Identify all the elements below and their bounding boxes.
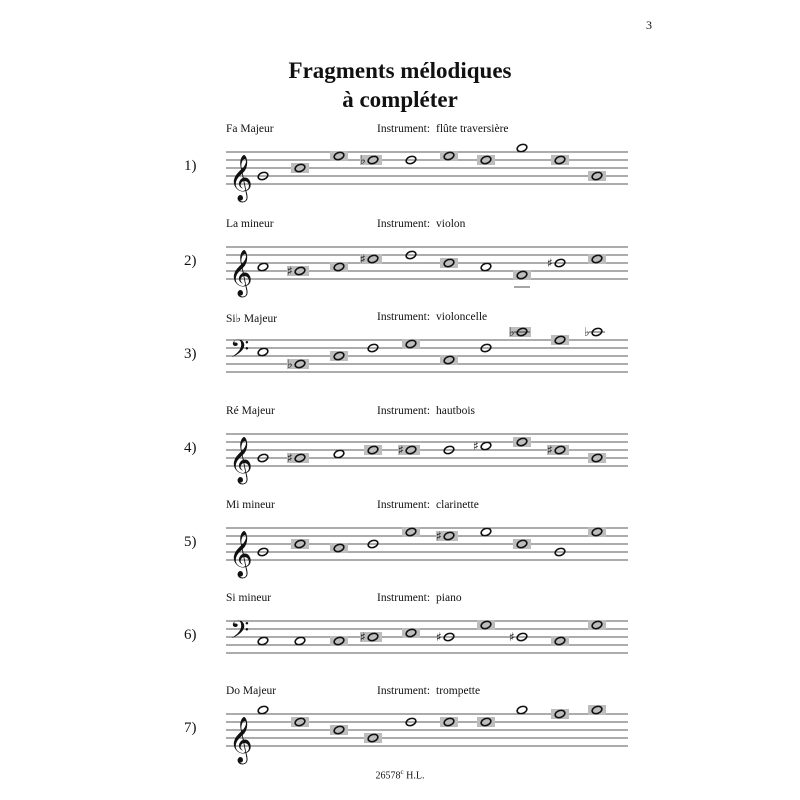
footer-suffix: H.L.	[403, 770, 425, 782]
footer-code: 26578	[375, 770, 401, 782]
note	[440, 258, 458, 268]
music-staff	[0, 218, 800, 313]
music-staff	[0, 311, 800, 406]
whole-note-icon	[516, 143, 528, 153]
note	[291, 539, 309, 549]
note	[294, 636, 306, 646]
note	[513, 539, 531, 549]
music-staff	[0, 685, 800, 780]
key-label: Do Majeur	[226, 685, 277, 697]
note	[509, 325, 531, 339]
instrument-name: clarinette	[436, 499, 479, 511]
note	[333, 449, 345, 459]
bass-clef-icon: 𝄢	[230, 335, 250, 370]
note	[480, 527, 492, 537]
note	[477, 620, 495, 630]
note	[551, 709, 569, 719]
note	[257, 705, 269, 715]
sharp-icon: ♯	[436, 529, 442, 543]
note	[402, 339, 420, 349]
music-staff	[0, 499, 800, 594]
note	[330, 351, 348, 361]
exercise-7	[0, 685, 800, 780]
instrument-prefix: Instrument:	[377, 405, 431, 417]
note	[477, 155, 495, 165]
exercise-number: 3)	[184, 346, 197, 362]
note	[330, 725, 348, 735]
sharp-icon: ♯	[547, 443, 553, 457]
key-label: Ré Majeur	[226, 405, 275, 417]
exercise-number: 1)	[184, 158, 197, 174]
sharp-icon: ♯	[287, 451, 293, 465]
exercise-number: 6)	[184, 627, 197, 643]
note	[287, 451, 309, 465]
music-staff	[0, 592, 800, 687]
music-staff	[0, 405, 800, 500]
treble-clef-icon: 𝄞	[229, 437, 253, 483]
note	[360, 252, 382, 266]
instrument-name: trompette	[436, 685, 481, 697]
whole-note-icon	[480, 262, 492, 272]
sharp-icon: ♯	[547, 256, 553, 270]
exercise-1	[0, 123, 800, 218]
note	[402, 527, 420, 537]
note	[588, 527, 606, 537]
sharp-icon: ♯	[473, 439, 479, 453]
title-line-1: Fragments mélodiques	[288, 58, 512, 83]
sharp-icon: ♯	[287, 264, 293, 278]
flat-icon: ♭	[287, 357, 293, 371]
note	[291, 163, 309, 173]
sharp-icon: ♯	[509, 630, 515, 644]
note	[477, 717, 495, 727]
page-title	[0, 56, 800, 114]
key-label: Si mineur	[226, 592, 272, 604]
key-label: Si♭ Majeur	[226, 313, 278, 325]
whole-note-icon	[257, 636, 269, 646]
note	[330, 262, 348, 272]
title-line-2: à compléter	[342, 87, 458, 112]
instrument-prefix: Instrument:	[377, 499, 431, 511]
instrument-prefix: Instrument:	[377, 592, 431, 604]
key-label: Fa Majeur	[226, 123, 274, 135]
flat-icon: ♭	[509, 325, 515, 339]
whole-note-icon	[257, 262, 269, 272]
instrument-prefix: Instrument:	[377, 123, 431, 135]
instrument-prefix: Instrument:	[377, 685, 431, 697]
note	[330, 151, 348, 161]
note	[330, 636, 348, 646]
note	[588, 254, 606, 264]
page-number: 3	[646, 18, 652, 32]
note	[551, 636, 569, 646]
bass-clef-icon: 𝄢	[230, 616, 250, 651]
instrument-prefix: Instrument:	[377, 311, 431, 323]
note	[398, 443, 420, 457]
flat-icon: ♭	[360, 153, 366, 167]
key-label: La mineur	[226, 218, 274, 230]
note	[257, 636, 269, 646]
note	[588, 453, 606, 463]
note	[473, 439, 492, 453]
note	[513, 270, 531, 287]
whole-note-icon	[480, 527, 492, 537]
note	[551, 155, 569, 165]
note	[287, 264, 309, 278]
instrument-name: piano	[436, 592, 462, 604]
treble-clef-icon: 𝄞	[229, 250, 253, 296]
note	[440, 717, 458, 727]
exercise-4	[0, 405, 800, 500]
note	[257, 262, 269, 272]
note	[436, 529, 458, 543]
whole-note-icon	[294, 636, 306, 646]
note	[588, 171, 606, 181]
music-staff	[0, 123, 800, 218]
note	[364, 733, 382, 743]
note	[440, 151, 458, 161]
note	[588, 705, 606, 715]
note	[402, 628, 420, 638]
whole-note-icon	[257, 705, 269, 715]
note	[516, 143, 528, 153]
note	[513, 437, 531, 447]
note	[551, 335, 569, 345]
exercise-number: 7)	[184, 720, 197, 736]
note	[547, 443, 569, 457]
key-label: Mi mineur	[226, 499, 275, 511]
whole-note-icon	[257, 347, 269, 357]
footer: 26578$^c$ H.L.	[375, 768, 425, 782]
treble-clef-icon: 𝄞	[229, 717, 253, 763]
exercise-number: 4)	[184, 440, 197, 456]
flat-icon: ♭	[584, 325, 590, 339]
note	[360, 630, 382, 644]
whole-note-icon	[333, 449, 345, 459]
treble-clef-icon: 𝄞	[229, 531, 253, 577]
sharp-icon: ♯	[436, 630, 442, 644]
note	[330, 543, 348, 553]
instrument-name: violoncelle	[436, 311, 488, 323]
exercise-5	[0, 499, 800, 594]
instrument-name: violon	[436, 218, 466, 230]
note	[257, 347, 269, 357]
note	[584, 325, 605, 339]
note	[588, 620, 606, 630]
note	[291, 717, 309, 727]
treble-clef-icon: 𝄞	[229, 155, 253, 201]
exercise-6	[0, 592, 800, 687]
exercise-2	[0, 218, 800, 313]
note	[364, 445, 382, 455]
note	[360, 153, 382, 167]
whole-note-icon	[516, 705, 528, 715]
exercise-number: 2)	[184, 253, 197, 269]
sharp-icon: ♯	[360, 252, 366, 266]
note	[440, 355, 458, 365]
instrument-name: flûte traversière	[436, 123, 509, 135]
sharp-icon: ♯	[360, 630, 366, 644]
whole-note-icon	[480, 441, 492, 451]
exercise-number: 5)	[184, 534, 197, 550]
instrument-name: hautbois	[436, 405, 476, 417]
exercise-3	[0, 311, 800, 406]
note	[480, 262, 492, 272]
instrument-prefix: Instrument:	[377, 218, 431, 230]
note	[516, 705, 528, 715]
note	[287, 357, 309, 371]
sharp-icon: ♯	[398, 443, 404, 457]
